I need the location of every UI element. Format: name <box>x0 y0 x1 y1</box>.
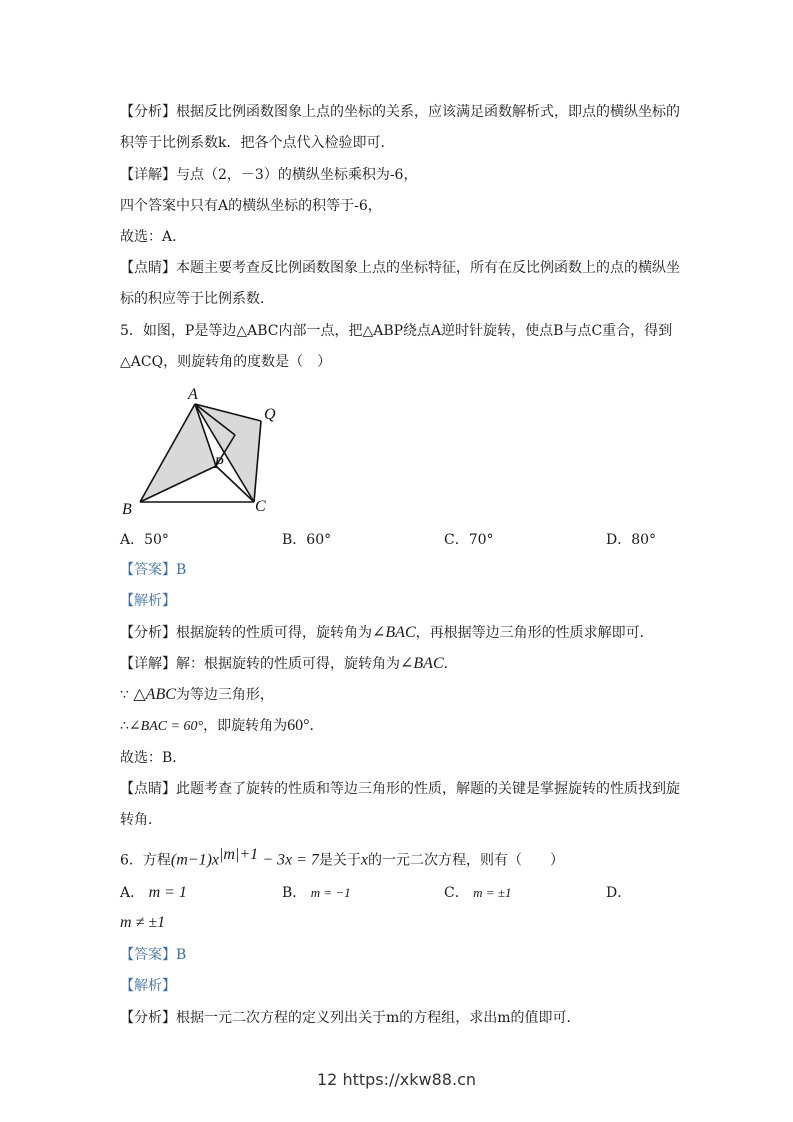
label-b: B <box>122 501 132 518</box>
q6-option-d-value: m ≠ ±1 <box>120 914 166 931</box>
label-q: Q <box>264 406 276 423</box>
analysis-text: 【分析】根据旋转的性质可得，旋转角为∠BAC，再根据等边三角形的性质求解即可． <box>120 624 654 641</box>
text-line: 【详解】与点（2，－3）的横纵坐标乘积为-6， <box>120 167 418 183</box>
because-line: ∵ △ABC为等边三角形， <box>120 686 274 703</box>
analysis-label: 【解析】 <box>120 593 176 609</box>
text-line: 【点睛】本题主要考查反比例函数图象上点的坐标特征，所有在反比例函数上的点的横纵坐 <box>120 260 680 276</box>
text-line: 四个答案中只有A的横纵坐标的积等于-6， <box>120 198 382 214</box>
choose-line: 故选：B． <box>120 750 187 766</box>
q6-option-b: B． m = −1 <box>282 885 351 901</box>
option-d: D．80° <box>606 532 657 548</box>
text-line: 积等于比例系数k．把各个点代入检验即可． <box>120 135 395 151</box>
option-b: B．60° <box>282 532 332 548</box>
question-5-stem: △ACQ，则旋转角的度数是（ ） <box>120 354 332 370</box>
question-6-stem: 6．方程$(m-1)x^{|m|+1} - 3x = 7$是关于x的一元二次方程，则有（ ） <box>120 846 564 869</box>
rotation-figure <box>118 383 290 518</box>
answer-label: 【答案】B <box>120 562 187 578</box>
answer-label: 【答案】B <box>120 947 187 963</box>
comment-line: 【点睛】此题考查了旋转的性质和等边三角形的性质，解题的关键是掌握旋转的性质找到旋 <box>120 781 680 797</box>
label-p: P <box>214 455 224 472</box>
q6-option-a: A． m = 1 <box>120 884 187 901</box>
q6-option-c: C． m = ±1 <box>444 885 512 901</box>
detail-text: 【详解】解：根据旋转的性质可得，旋转角为∠BAC． <box>120 655 458 672</box>
text-line: 标的积应等于比例系数． <box>120 291 274 307</box>
therefore-line: ∴∠BAC = 60°，即旋转角为60°． <box>120 717 324 734</box>
text-line: 【分析】根据反比例函数图象上点的坐标的关系，应该满足函数解析式，即点的横纵坐标的 <box>120 104 680 120</box>
page-footer: 12 https://xkw88.cn <box>317 1070 476 1089</box>
q6-option-d: D． <box>606 885 632 901</box>
analysis-label: 【解析】 <box>120 978 176 994</box>
label-c: C <box>255 498 266 515</box>
option-a: A．50° <box>120 532 169 548</box>
label-a: A <box>188 386 198 403</box>
analysis-text: 【分析】根据一元二次方程的定义列出关于m的方程组，求出m的值即可． <box>120 1010 581 1026</box>
text-line: 故选：A． <box>120 229 187 245</box>
comment-line: 转角． <box>120 812 162 828</box>
question-5-stem: 5．如图，P是等边△ABC内部一点，把△ABP绕点A逆时针旋转，使点B与点C重合，得到 <box>120 323 673 339</box>
option-c: C．70° <box>444 532 494 548</box>
